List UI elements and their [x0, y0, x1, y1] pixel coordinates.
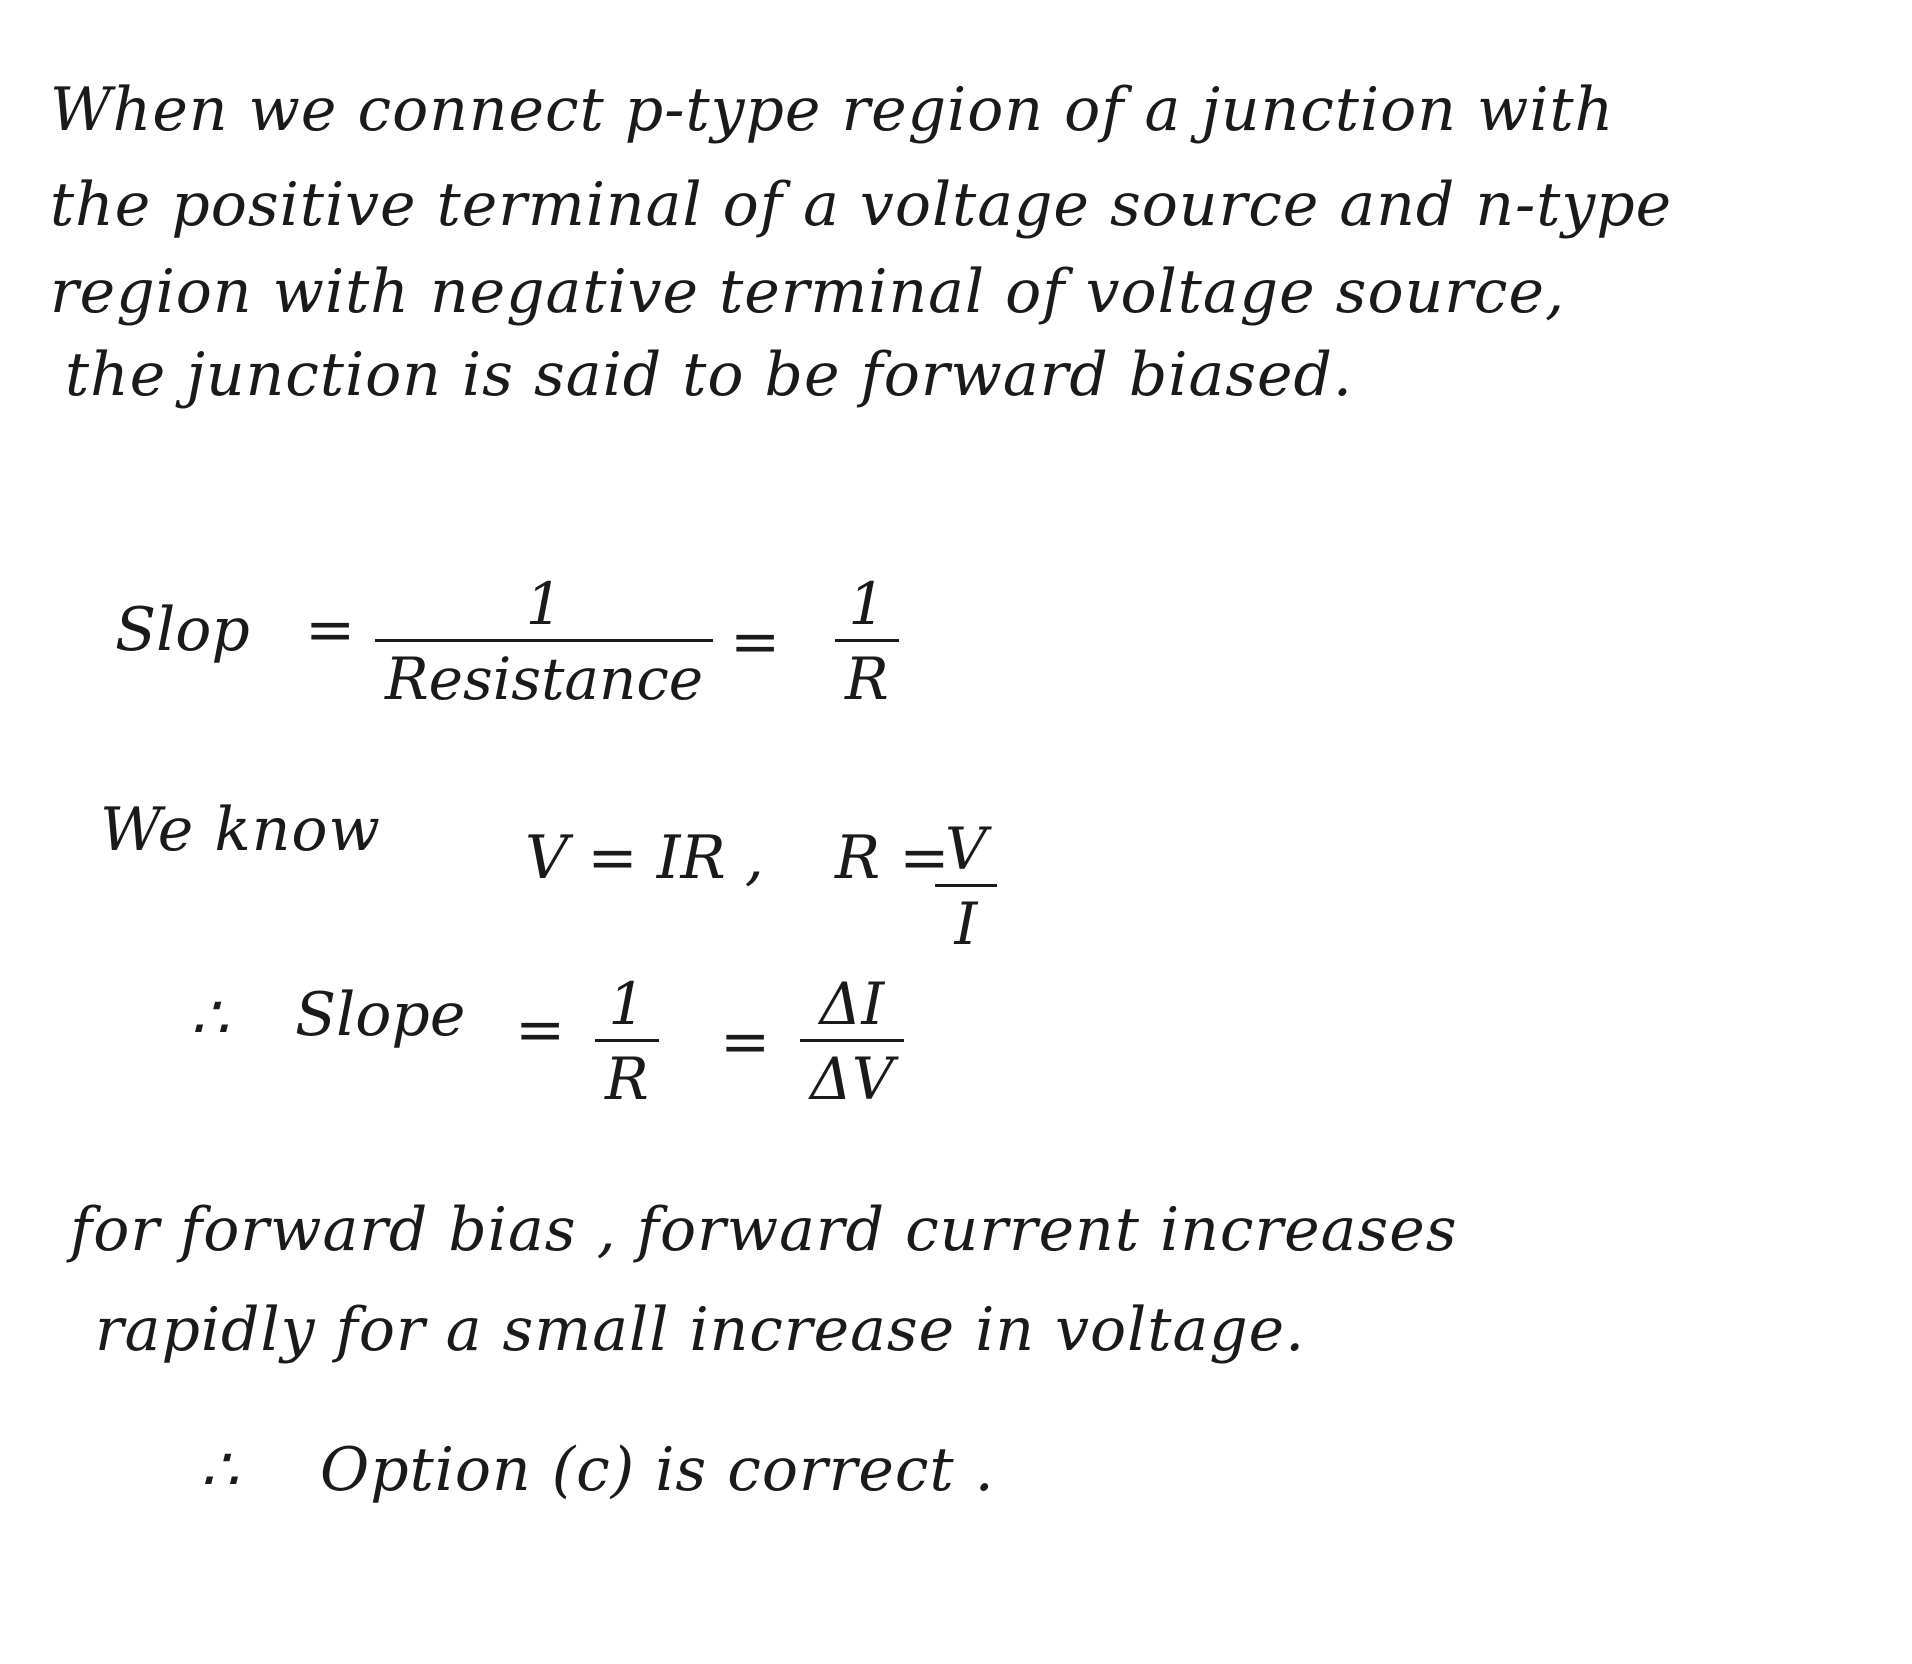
slope-label: Slope — [295, 980, 466, 1050]
fraction-bar — [800, 1039, 904, 1042]
we-know-label: We know — [100, 795, 381, 865]
fraction-denominator: R — [845, 645, 889, 713]
ohms-law-expression: V = IR , — [525, 823, 764, 893]
fraction-denominator: Resistance — [385, 645, 704, 713]
fraction-bar — [835, 639, 899, 642]
paragraph1-line-4: the junction is said to be forward biased. — [65, 340, 1353, 410]
fraction-numerator: 1 — [608, 970, 646, 1038]
therefore-symbol: ∴ — [190, 983, 229, 1053]
equals-sign: = — [305, 595, 356, 665]
fraction-v-over-i — [935, 815, 997, 958]
paragraph1-line-2: the positive terminal of a voltage source and n-type — [50, 170, 1673, 240]
fraction-numerator: 1 — [525, 570, 563, 638]
paragraph2-line-1: for forward bias , forward current increases — [70, 1195, 1458, 1265]
fraction-one-over-r — [595, 970, 659, 1113]
conclusion-text: Option (c) is correct . — [320, 1435, 995, 1505]
fraction-numerator: V — [945, 815, 987, 883]
fraction-numerator: 1 — [848, 570, 886, 638]
fraction-one-over-resistance — [375, 570, 713, 713]
fraction-bar — [935, 884, 997, 887]
fraction-denominator: I — [954, 890, 978, 958]
paragraph2-line-2: rapidly for a small increase in voltage. — [95, 1295, 1306, 1365]
fraction-denominator: ΔV — [810, 1045, 894, 1113]
fraction-one-over-r — [835, 570, 899, 713]
equals-sign: = — [730, 607, 781, 677]
paragraph1-line-3: region with negative terminal of voltage source, — [50, 257, 1566, 327]
r-equals-label: R = — [835, 823, 950, 893]
slope-label: Slop — [115, 595, 250, 665]
fraction-delta-i-over-delta-v — [800, 970, 904, 1113]
fraction-bar — [375, 639, 713, 642]
fraction-bar — [595, 1039, 659, 1042]
equals-sign: = — [720, 1007, 771, 1077]
fraction-denominator: R — [605, 1045, 649, 1113]
therefore-symbol: ∴ — [200, 1435, 239, 1505]
fraction-numerator: ΔI — [819, 970, 885, 1038]
paragraph1-line-1: When we connect p-type region of a junction with — [50, 75, 1615, 145]
equals-sign: = — [515, 995, 566, 1065]
